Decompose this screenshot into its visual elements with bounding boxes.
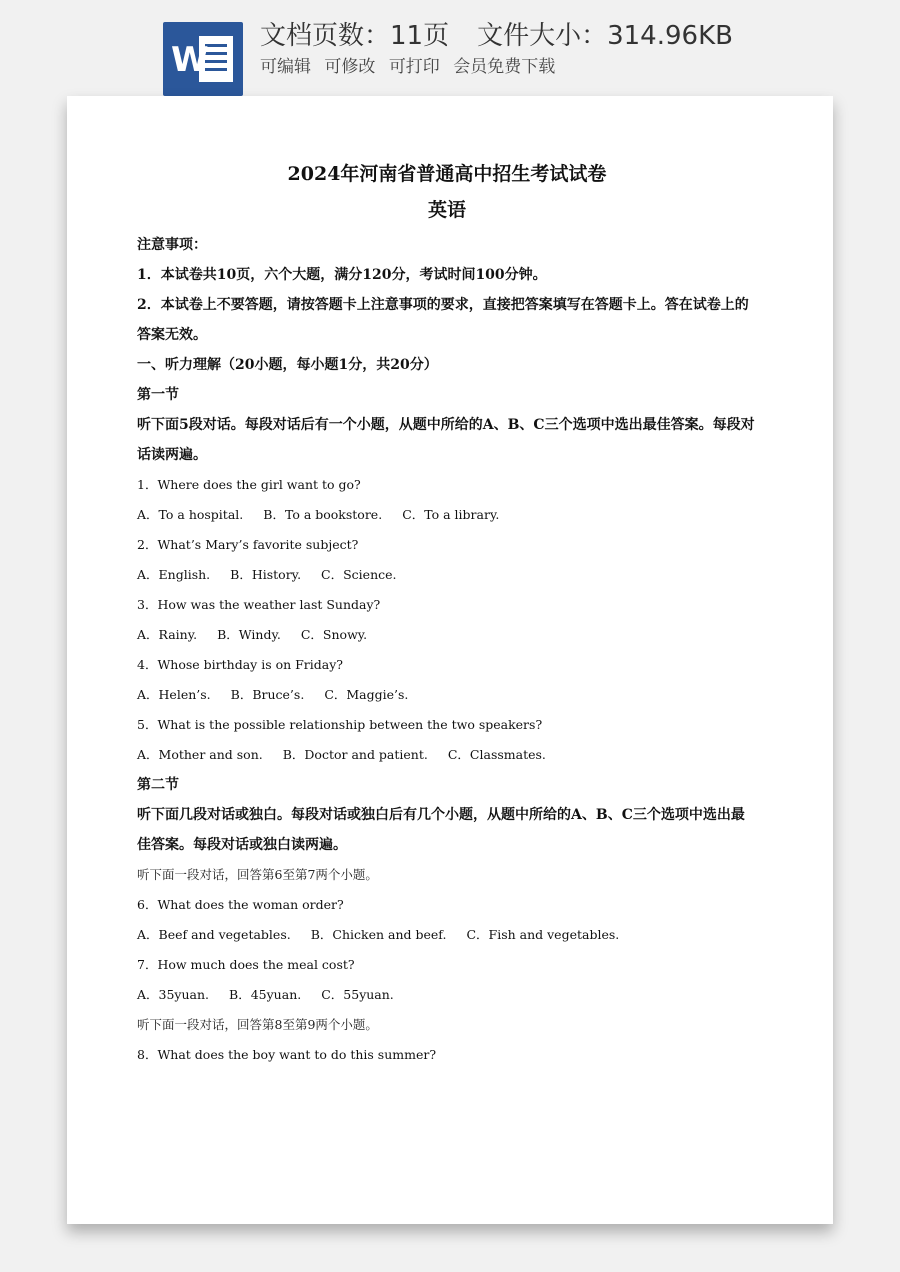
option-b: B．Bruce’s.	[230, 687, 305, 702]
option-a: A．English.	[137, 567, 211, 582]
option-b: B．To a bookstore.	[263, 507, 383, 522]
word-document-icon	[163, 22, 243, 96]
question-2: 2．What’s Mary’s favorite subject?	[137, 537, 359, 552]
document-info	[260, 18, 733, 54]
exam-subject: 英语	[427, 199, 466, 221]
question-6-options	[137, 920, 757, 950]
section-1-heading: 第一节	[137, 387, 179, 403]
option-b: B．Windy.	[217, 627, 281, 642]
part-1-heading: 一、听力理解（20小题，每小题1分，共20分）	[137, 357, 438, 373]
question-6: 6．What does the woman order?	[137, 897, 344, 912]
option-c: C．Classmates.	[447, 747, 546, 762]
option-c: C．Fish and vegetables.	[466, 927, 620, 942]
question-7: 7．How much does the meal cost?	[137, 957, 355, 972]
option-b: B．Chicken and beef.	[310, 927, 447, 942]
notice-item-1: 1．本试卷共10页，六个大题，满分120分，考试时间100分钟。	[137, 267, 547, 283]
listening-note-8-9: 听下面一段对话，回答第8至第9两个小题。	[137, 1017, 378, 1032]
option-c: C．Science.	[321, 567, 397, 582]
document-content	[137, 158, 757, 1070]
option-c: C．Maggie’s.	[324, 687, 409, 702]
word-logo-letter: W	[171, 40, 209, 80]
option-c: C．55yuan.	[321, 987, 394, 1002]
tag-printable: 可打印	[388, 57, 440, 77]
question-1: 1．Where does the girl want to go?	[137, 477, 361, 492]
section-2-instructions: 听下面几段对话或独白。每段对话或独白后有几个小题，从题中所给的A、B、C三个选项中选出最佳答案。每段对话或独白读两遍。	[137, 807, 745, 853]
question-7-options	[137, 980, 757, 1010]
feature-tags	[260, 55, 563, 79]
option-a: A．To a hospital.	[137, 507, 244, 522]
option-c: C．To a library.	[402, 507, 500, 522]
tag-free-download: 会员免费下载	[453, 57, 556, 77]
file-size: 文件大小：314.96KB	[477, 21, 733, 51]
exam-title: 2024年河南省普通高中招生考试试卷	[287, 163, 607, 185]
option-c: C．Snowy.	[300, 627, 368, 642]
option-b: B．Doctor and patient.	[282, 747, 428, 762]
header-banner	[0, 0, 900, 96]
section-1-instructions: 听下面5段对话。每段对话后有一个小题，从题中所给的A、B、C三个选项中选出最佳答案。每段对话读两遍。	[137, 417, 755, 463]
option-a: A．Mother and son.	[137, 747, 263, 762]
option-b: B．45yuan.	[229, 987, 302, 1002]
question-4: 4．Whose birthday is on Friday?	[137, 657, 343, 672]
section-2-heading: 第二节	[137, 777, 179, 793]
notice-heading: 注意事项：	[137, 237, 207, 253]
question-3-options	[137, 620, 757, 650]
document-page	[67, 96, 833, 1224]
question-5-options	[137, 740, 757, 770]
option-a: A．35yuan.	[137, 987, 210, 1002]
question-3: 3．How was the weather last Sunday?	[137, 597, 381, 612]
question-5: 5．What is the possible relationship between the two speakers?	[137, 717, 543, 732]
page-count: 文档页数：11页	[260, 21, 450, 51]
notice-item-2: 2．本试卷上不要答题，请按答题卡上注意事项的要求，直接把答案填写在答题卡上。答在试卷上的答案无效。	[137, 297, 749, 343]
question-2-options	[137, 560, 757, 590]
option-a: A．Rainy.	[137, 627, 198, 642]
question-8: 8．What does the boy want to do this summer?	[137, 1047, 437, 1062]
option-a: A．Helen’s.	[137, 687, 211, 702]
tag-modifiable: 可修改	[324, 57, 376, 77]
option-a: A．Beef and vegetables.	[137, 927, 291, 942]
option-b: B．History.	[230, 567, 302, 582]
question-4-options	[137, 680, 757, 710]
listening-note-6-7: 听下面一段对话，回答第6至第7两个小题。	[137, 867, 378, 882]
tag-editable: 可编辑	[260, 57, 311, 77]
question-1-options	[137, 500, 757, 530]
